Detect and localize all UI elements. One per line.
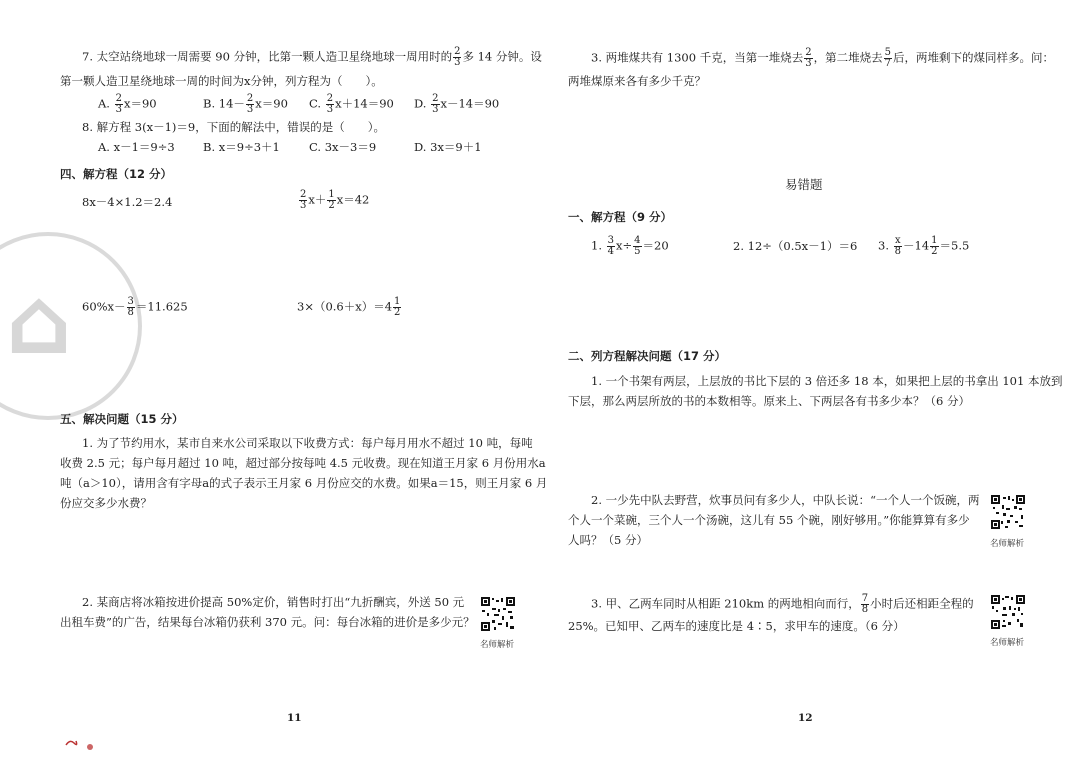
q7-line1: 7. 太空站绕地球一周需要 90 分钟，比第一颗人造卫星绕地球一周用时的 $\frac{2}{3}$ 多 14 分钟。设 — [82, 46, 542, 68]
problem-r2-line1: 2. 一少先中队去野营，炊事员问有多少人，中队长说：“一个人一个饭碗，两 — [591, 493, 980, 507]
page-number-right: 12 — [798, 712, 813, 724]
equation-2: $\frac{2}{3}$ x＋ $\frac{1}{2}$ x＝42 — [300, 189, 370, 211]
problem2-line1: 2. 某商店将冰箱按进价提高 50%定价，销售时打出“九折酬宾，外送 50 元 — [82, 595, 465, 609]
fraction: $\frac{2}{3}$ — [454, 46, 461, 68]
q8-stem: 8. 解方程 3(x－1)＝9，下面的解法中，错误的是（ ）。 — [82, 120, 385, 134]
q7-option-a[interactable]: A. $\frac{2}{3}$ x＝90 — [98, 93, 157, 115]
q8-option-a[interactable]: A. x－1＝9÷3 — [98, 140, 175, 154]
q3-line1: 3. 两堆煤共有 1300 千克，当第一堆烧去 $\frac{2}{3}$ ，第二堆烧去 $\frac{5}{7}$ 后，两堆剩下的煤同样多。问： — [591, 47, 1054, 69]
qr-caption: 名师解析 — [480, 640, 515, 650]
q7-option-c[interactable]: C. $\frac{2}{3}$ x＋14＝90 — [309, 93, 394, 115]
problem1-line4: 份应交多少水费？ — [60, 496, 152, 510]
q7-line2: 第一颗人造卫星绕地球一周的时间为x分钟，列方程为（ ）。 — [60, 74, 383, 88]
q3-line2: 两堆煤原来各有多少千克？ — [568, 74, 706, 88]
equation-r2: 2. 12÷（0.5x－1）＝6 — [733, 239, 858, 253]
section5-title: 五、解决问题（15 分） — [60, 412, 184, 426]
qr-caption: 名师解析 — [990, 638, 1025, 648]
q8-option-d[interactable]: D. 3x＝9＋1 — [414, 140, 482, 154]
qr-caption: 名师解析 — [990, 539, 1025, 549]
problem1-line2: 收费 2.5 元；每户每月超过 10 吨，超过部分按每吨 4.5 元收费。现在知道王月家 6 月份用水a — [60, 456, 546, 470]
qr-code-icon[interactable] — [480, 596, 516, 632]
problem-r2-line3: 人吗？（5 分） — [568, 533, 648, 547]
qr-code-icon[interactable] — [990, 594, 1026, 630]
equation-4: 3×（0.6＋x）＝4 $\frac{1}{2}$ — [297, 296, 401, 318]
section1-title: 一、解方程（9 分） — [568, 210, 673, 224]
equation-1: 8x－4×1.2＝2.4 — [82, 195, 173, 209]
q7-option-d[interactable]: D. $\frac{2}{3}$ x－14＝90 — [414, 93, 500, 115]
problem-r1-line2: 下层，那么两层所放的书的本数相等。原来上、下两层各有书多少本？（6 分） — [568, 394, 970, 408]
problem1-line1: 1. 为了节约用水，某市自来水公司采取以下收费方式：每户每月用水不超过 10 吨，每吨 — [82, 436, 533, 450]
q8-option-b[interactable]: B. x＝9÷3＋1 — [203, 140, 280, 154]
problem-r2-line2: 个人一个菜碗，三个人一个汤碗，这儿有 55 个碗，刚好够用。”你能算算有多少 — [568, 513, 970, 527]
q8-option-c[interactable]: C. 3x－3＝9 — [309, 140, 377, 154]
qr-code-icon[interactable] — [990, 494, 1026, 530]
problem-r3-line2: 25%。已知甲、乙两车的速度比是 4∶5，求甲车的速度。（6 分） — [568, 619, 905, 633]
equation-r1: 1. $\frac{3}{4}$ x÷ $\frac{4}{5}$ ＝20 — [591, 235, 669, 257]
section2-title: 二、列方程解决问题（17 分） — [568, 349, 727, 363]
section4-title: 四、解方程（12 分） — [60, 167, 173, 181]
stamp-watermark-glyph: ⌂ — [6, 268, 72, 375]
equation-3: 60%x－ $\frac{3}{8}$ ＝11.625 — [82, 296, 188, 318]
q7-option-b[interactable]: B. 14－ $\frac{2}{3}$ x＝90 — [203, 93, 288, 115]
section-heading: 易错题 — [785, 177, 823, 192]
problem2-line2: 出租车费”的广告，结果每台冰箱仍获利 370 元。问：每台冰箱的进价是多少元？ — [60, 615, 475, 629]
page-number-left: 11 — [287, 712, 302, 724]
equation-r3: 3. $\frac{x}{8}$ －14 $\frac{1}{2}$ ＝5.5 — [878, 235, 970, 257]
problem-r3-line1: 3. 甲、乙两车同时从相距 210km 的两地相向而行， $\frac{7}{8}$ 小时后还相距全程的 — [591, 593, 974, 615]
problem1-line3: 吨（a＞10），请用含有字母a的式子表示王月家 6 月份应交的水费。如果a＝15，则王月家 6 月 — [60, 476, 548, 490]
decorative-seal-icon — [64, 735, 100, 753]
problem-r1-line1: 1. 一个书架有两层，上层放的书比下层的 3 倍还多 18 本，如果把上层的书拿出 101 本放到 — [591, 374, 1063, 388]
